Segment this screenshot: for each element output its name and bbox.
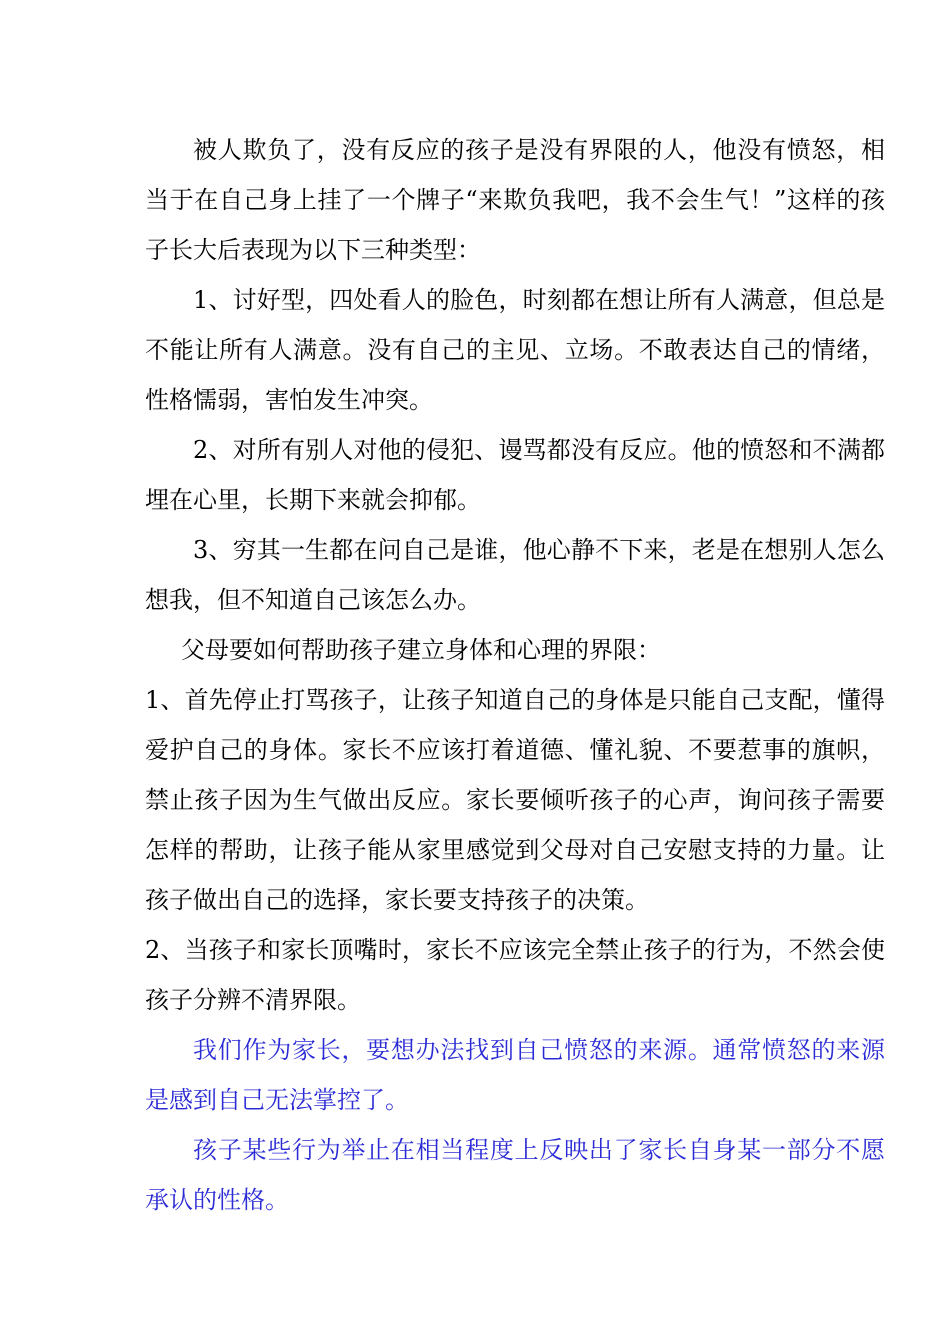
paragraph-advice-1: 1、首先停止打骂孩子，让孩子知道自己的身体是只能自己支配，懂得爱护自己的身体。家长不应该打着道德、懂礼貌、不要惹事的旗帜，禁止孩子因为生气做出反应。家长要倾听孩子的心声，询问孩子需要怎样的帮助，让孩子能从家里感觉到父母对自己安慰支持的力量。让孩子做出自己的选择，家长要支持孩子的决策。	[145, 686, 885, 914]
paragraph-heading-parents: 父母要如何帮助孩子建立身体和心理的界限：	[181, 636, 661, 664]
paragraph-advice-2: 2、当孩子和家长顶嘴时，家长不应该完全禁止孩子的行为，不然会使孩子分辨不清界限。	[145, 936, 885, 1014]
paragraph-reflection: 孩子某些行为举止在相当程度上反映出了家长自身某一部分不愿承认的性格。	[145, 1136, 885, 1214]
paragraph-type-3: 3、穷其一生都在问自己是谁，他心静不下来，老是在想别人怎么想我，但不知道自己该怎么办。	[145, 536, 885, 614]
document-page	[145, 125, 885, 1225]
paragraph-anger-source: 我们作为家长，要想办法找到自己愤怒的来源。通常愤怒的来源是感到自己无法掌控了。	[145, 1036, 885, 1114]
paragraph-type-1: 1、讨好型，四处看人的脸色，时刻都在想让所有人满意，但总是不能让所有人满意。没有自己的主见、立场。不敢表达自己的情绪，性格懦弱，害怕发生冲突。	[145, 286, 885, 414]
paragraph-intro: 被人欺负了，没有反应的孩子是没有界限的人，他没有愤怒，相当于在自己身上挂了一个牌子“来欺负我吧，我不会生气！”这样的孩子长大后表现为以下三种类型：	[145, 136, 885, 264]
paragraph-type-2: 2、对所有别人对他的侵犯、谩骂都没有反应。他的愤怒和不满都埋在心里，长期下来就会抑郁。	[145, 436, 885, 514]
